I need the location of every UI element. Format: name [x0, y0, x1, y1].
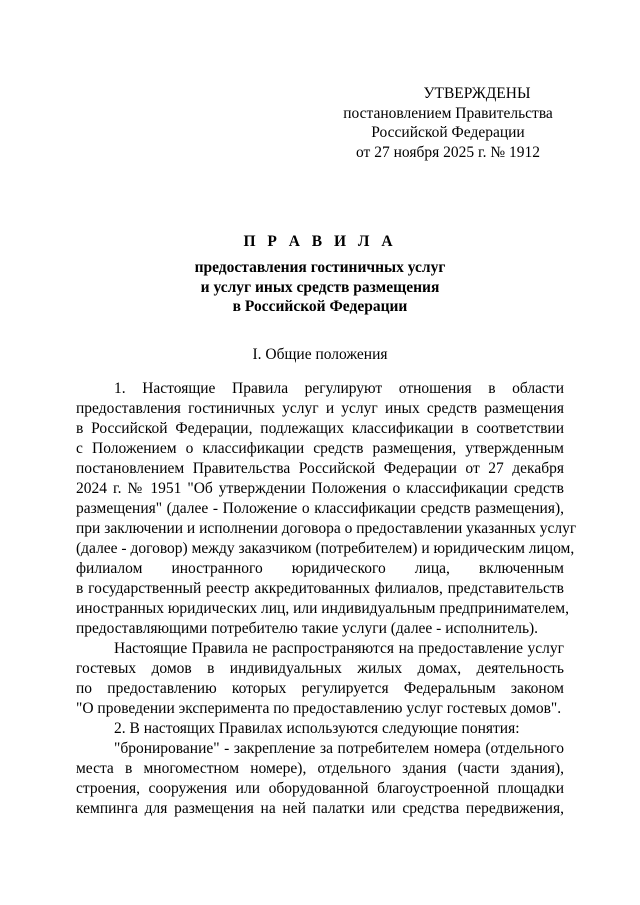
- approval-line: от 27 ноября 2025 г. № 1912: [356, 143, 540, 161]
- body-line: места в многоместном номере), отдельного здания (части здания),: [76, 760, 564, 777]
- body-line: иностранных юридических лиц, или индивидуальным предпринимателем,: [76, 600, 569, 617]
- document-subtitle: [0, 258, 640, 317]
- body-line: при заключении и исполнении договора о предоставлении указанных услуг: [76, 520, 577, 537]
- body-line: кемпинга для размещения на ней палатки или средства передвижения,: [76, 800, 564, 817]
- approval-line: постановлением Правительства: [343, 104, 553, 122]
- body-line: строения, сооружения или оборудованной благоустроенной площадки: [76, 780, 564, 797]
- body-line: 2. В настоящих Правилах используются следующие понятия:: [114, 720, 520, 737]
- body-line: постановлением Правительства Российской Федерации от 27 декабря: [76, 460, 564, 477]
- approval-block: [330, 84, 566, 162]
- body-line: гостевых домов в индивидуальных жилых домах, деятельность: [76, 660, 564, 677]
- body-line: Настоящие Правила не распространяются на предоставление услуг: [114, 640, 564, 657]
- body-line: предоставляющими потребителю такие услуги (далее - исполнитель).: [76, 620, 539, 637]
- body-line: "бронирование" - закрепление за потребителем номера (отдельного: [114, 740, 564, 757]
- subtitle-line: в Российской Федерации: [232, 298, 408, 315]
- body-line: с Положением о классификации средств размещения, утвержденным: [76, 440, 564, 457]
- approval-heading: УТВЕРЖДЕНЫ: [423, 85, 531, 102]
- body-line: предоставления гостиничных услуг и услуг иных средств размещения: [76, 400, 564, 417]
- subtitle-line: и услуг иных средств размещения: [200, 278, 440, 296]
- body-line: 2024 г. № 1951 "Об утверждении Положения о классификации средств: [76, 480, 564, 497]
- body-line: 1. Настоящие Правила регулируют отношения в области: [114, 380, 564, 397]
- approval-line: Российской Федерации: [371, 124, 525, 141]
- body-line: в государственный реестр аккредитованных филиалов, представительств: [76, 580, 564, 597]
- document-body: [76, 379, 577, 819]
- section-heading: I. Общие положения: [252, 346, 388, 363]
- body-line: "О проведении эксперимента по предоставлению услуг гостевых домов".: [76, 700, 562, 717]
- body-line: (далее - договор) между заказчиком (потребителем) и юридическим лицом,: [76, 540, 575, 557]
- body-line: в Российской Федерации, подлежащих классификации в соответствии: [76, 420, 564, 437]
- body-line: размещения" (далее - Положение о классификации средств размещения),: [76, 500, 564, 517]
- body-line: филиалом иностранного юридического лица, включенным: [76, 560, 564, 577]
- subtitle-line: предоставления гостиничных услуг: [194, 259, 446, 276]
- document-title: П Р А В И Л А: [243, 233, 397, 250]
- body-line: по предоставлению которых регулируется Федеральным законом: [76, 680, 564, 697]
